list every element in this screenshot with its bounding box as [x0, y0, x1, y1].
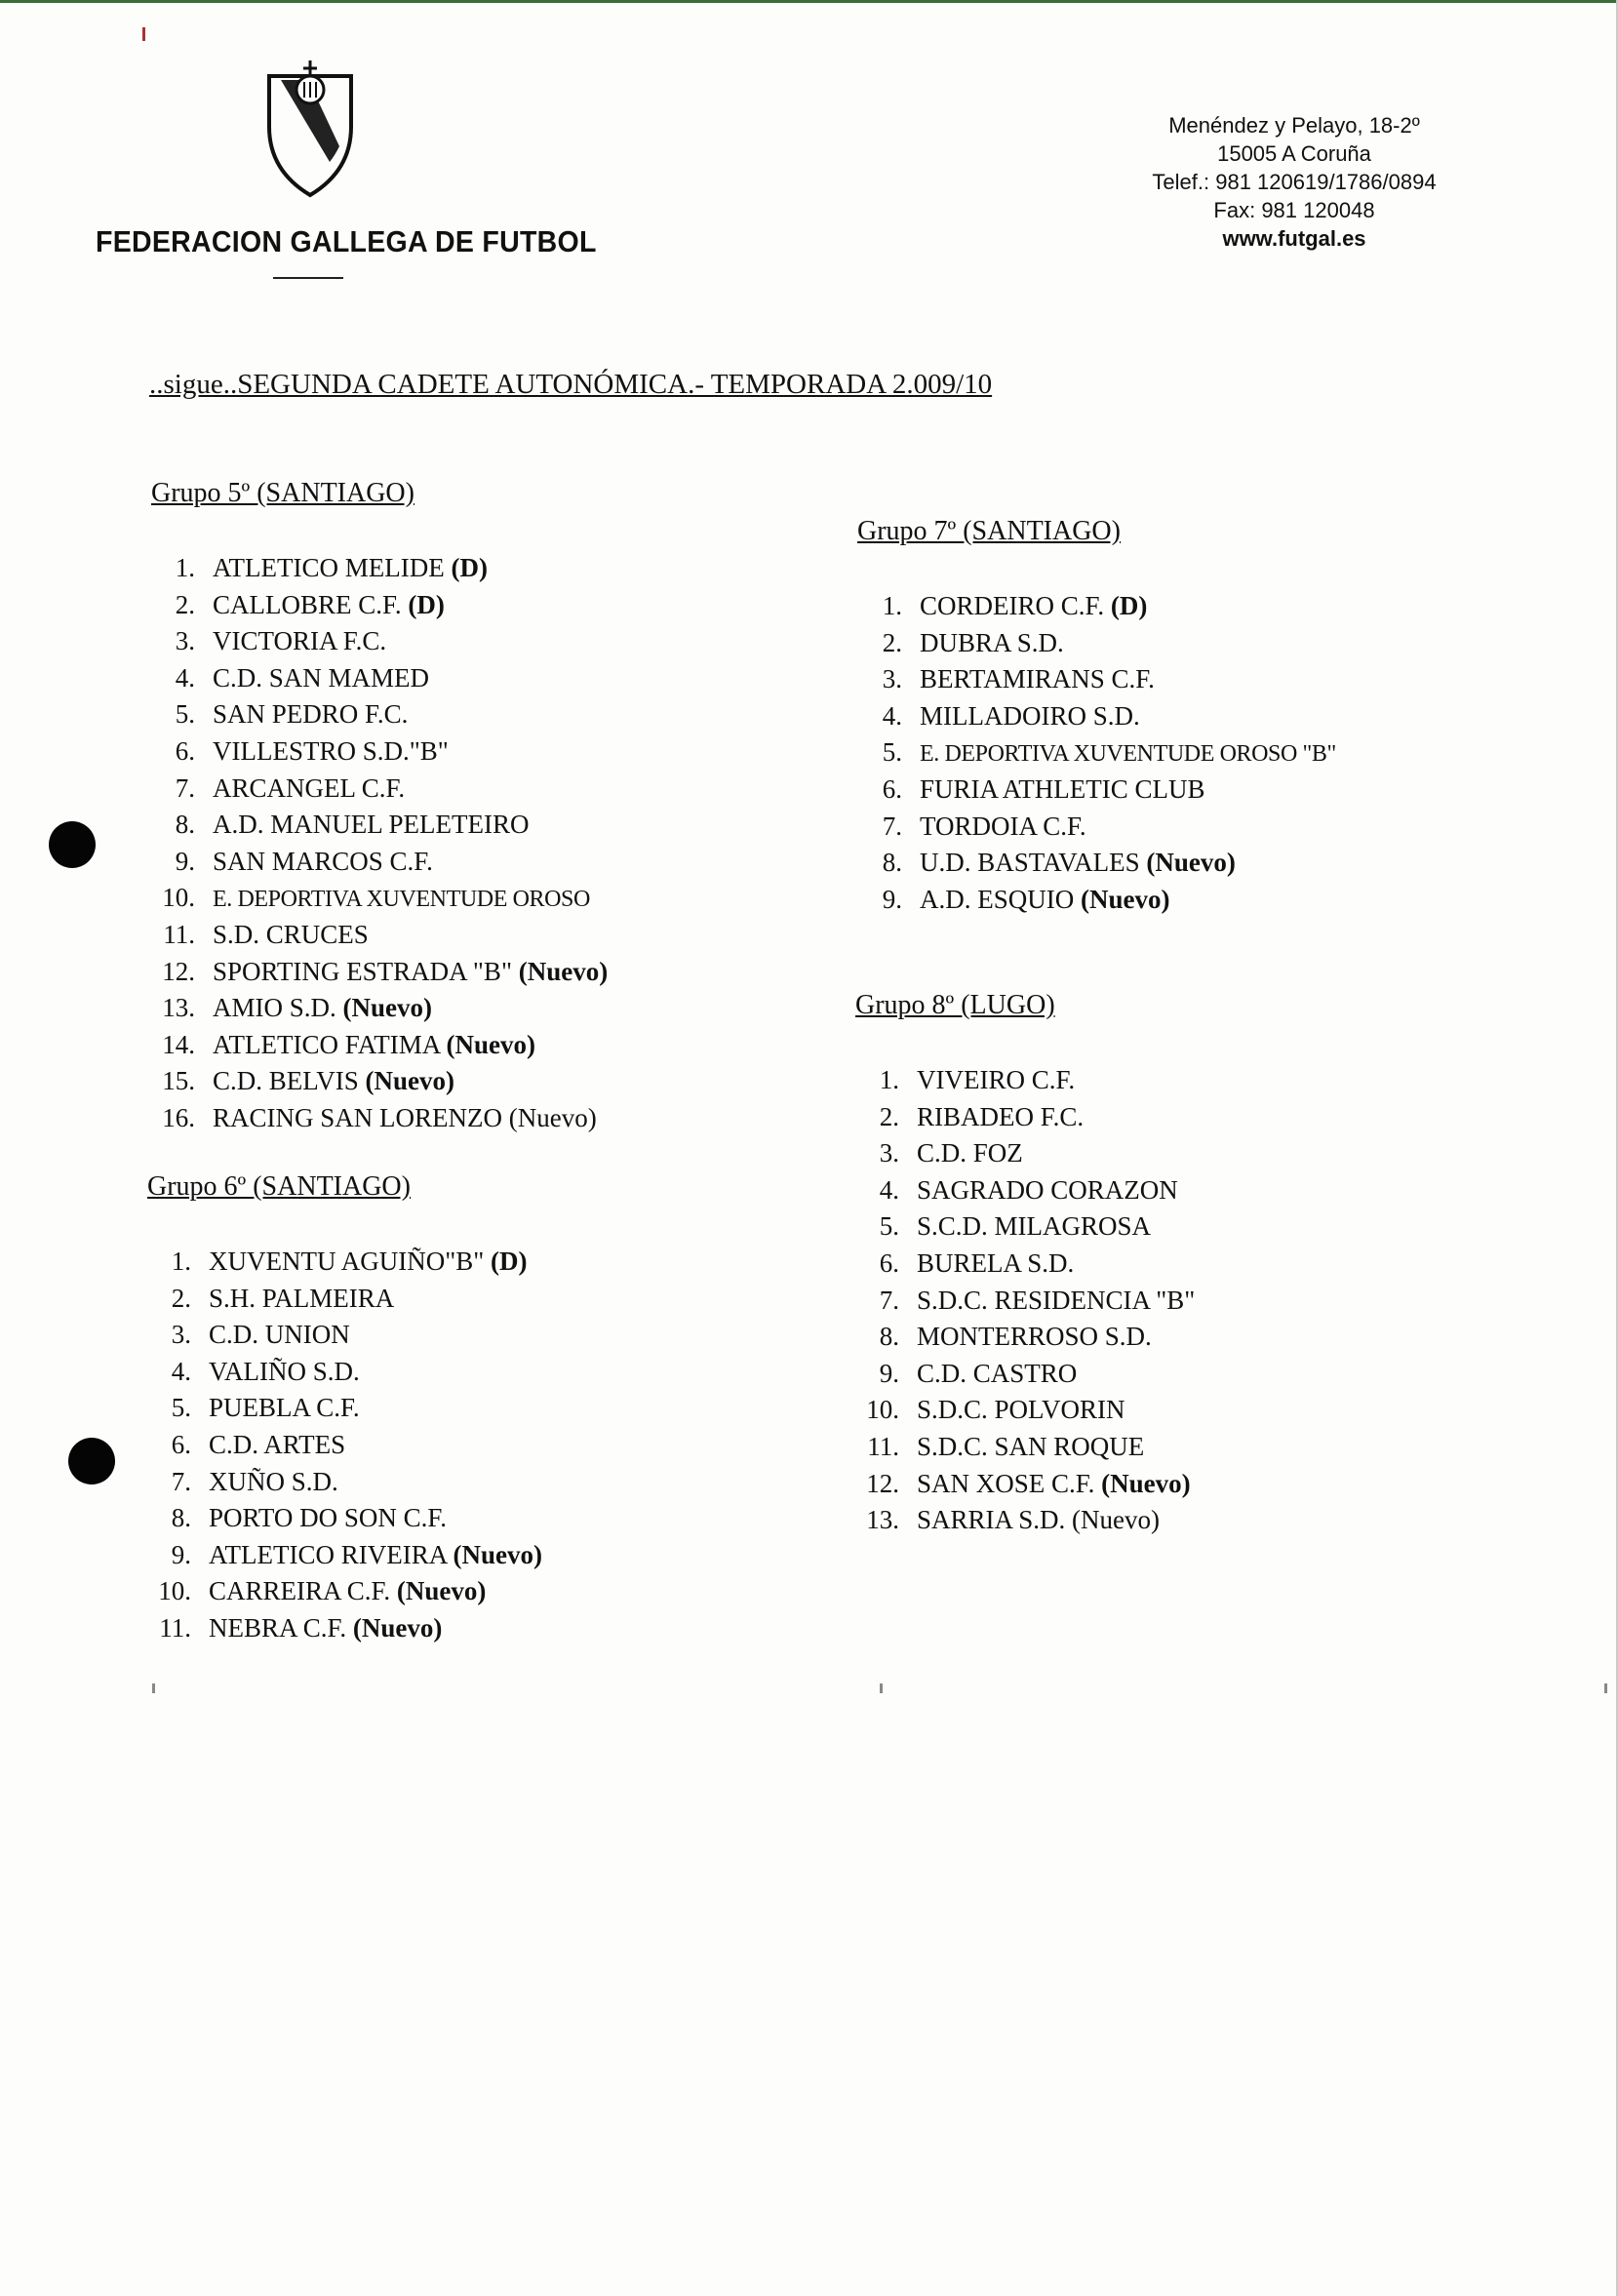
team-number: 3.	[879, 1138, 899, 1168]
team-name: CORDEIRO C.F.	[920, 591, 1111, 620]
team-number: 7.	[175, 772, 195, 803]
team-number: 9.	[882, 884, 902, 914]
group-7-title: Grupo 7º (SANTIAGO)	[857, 516, 1121, 546]
document-title: ..sigue..SEGUNDA CADETE AUTONÓMICA.- TEMPORADA 2.009/10	[149, 369, 993, 400]
team-name: SAGRADO CORAZON	[917, 1174, 1178, 1205]
team-list-item	[140, 1281, 542, 1318]
team-name: RACING SAN LORENZO (Nuevo)	[213, 1102, 597, 1132]
team-list-item	[144, 696, 608, 733]
scan-speck	[142, 27, 145, 41]
team-name: C.D. ARTES	[209, 1429, 346, 1459]
team-list-item	[144, 990, 608, 1027]
scan-speck	[152, 1683, 155, 1693]
team-list-item	[851, 734, 1336, 772]
team-number: 2.	[171, 1283, 191, 1313]
team-list-item	[851, 845, 1336, 882]
team-number: 3.	[175, 626, 195, 656]
team-name: ATLETICO RIVEIRA	[209, 1539, 454, 1569]
team-name: SARRIA S.D. (Nuevo)	[917, 1505, 1161, 1535]
team-status-tag: (Nuevo)	[1146, 848, 1236, 878]
team-name: ATLETICO FATIMA	[213, 1029, 447, 1059]
team-number: 1.	[879, 1065, 899, 1094]
team-name: NEBRA C.F.	[209, 1612, 353, 1643]
team-list-item	[144, 917, 608, 954]
team-number: 3.	[882, 664, 902, 694]
team-name: FURIA ATHLETIC CLUB	[920, 773, 1205, 804]
team-number: 2.	[882, 627, 902, 657]
team-number: 10.	[162, 883, 195, 913]
team-list-item	[140, 1427, 542, 1464]
team-list-item	[848, 1356, 1195, 1393]
team-list-item	[851, 882, 1336, 919]
team-list-item	[848, 1283, 1195, 1320]
team-list-item	[848, 1135, 1195, 1172]
team-number: 12.	[866, 1468, 899, 1498]
address-line-fax: Fax: 981 120048	[1213, 198, 1375, 222]
team-list-item	[848, 1099, 1195, 1136]
team-list-item	[140, 1464, 542, 1501]
team-number: 8.	[175, 810, 195, 840]
team-list-item	[140, 1244, 542, 1281]
team-number: 6.	[882, 773, 902, 804]
team-list-item	[144, 954, 608, 991]
team-list-item	[848, 1429, 1195, 1466]
team-status-tag: (Nuevo)	[446, 1029, 535, 1059]
team-name: SPORTING ESTRADA "B"	[213, 956, 519, 986]
team-list-item	[144, 550, 608, 587]
team-number: 5.	[175, 699, 195, 730]
team-name: ARCANGEL C.F.	[213, 772, 406, 803]
team-name: ATLETICO MELIDE	[213, 553, 452, 582]
team-list-item	[144, 1063, 608, 1100]
team-list-item	[851, 772, 1336, 809]
team-number: 6.	[171, 1429, 191, 1459]
team-number: 8.	[171, 1503, 191, 1533]
team-list-item	[140, 1354, 542, 1391]
team-number: 8.	[882, 848, 902, 878]
federation-crest-icon	[261, 59, 359, 205]
team-number: 10.	[866, 1395, 899, 1425]
team-list-item	[848, 1502, 1195, 1539]
team-name: CARREIRA C.F.	[209, 1576, 397, 1606]
team-status-tag: (Nuevo)	[1101, 1468, 1191, 1498]
team-name: VIVEIRO C.F.	[917, 1065, 1076, 1094]
team-name: VICTORIA F.C.	[213, 626, 387, 656]
team-name: MONTERROSO S.D.	[917, 1322, 1152, 1352]
team-status-tag: (D)	[408, 589, 445, 619]
team-name: PORTO DO SON C.F.	[209, 1503, 448, 1533]
team-name: MILLADOIRO S.D.	[920, 700, 1140, 731]
team-name: S.D.C. SAN ROQUE	[917, 1431, 1145, 1461]
team-number: 1.	[882, 591, 902, 620]
team-status-tag: (D)	[451, 553, 488, 582]
team-list-item	[848, 1392, 1195, 1429]
team-status-tag: (Nuevo)	[352, 1612, 443, 1643]
team-number: 9.	[879, 1358, 899, 1388]
team-list-item	[851, 661, 1336, 698]
team-number: 9.	[171, 1539, 191, 1569]
team-name: BURELA S.D.	[917, 1247, 1075, 1278]
team-number: 14.	[162, 1029, 195, 1059]
top-edge-line	[0, 0, 1618, 3]
team-name: TORDOIA C.F.	[920, 811, 1086, 841]
team-name: C.D. UNION	[209, 1320, 350, 1350]
team-list-item	[140, 1537, 542, 1574]
team-list-item	[144, 1027, 608, 1064]
group-6-team-list	[140, 1244, 542, 1647]
team-number: 5.	[171, 1393, 191, 1423]
team-number: 8.	[879, 1322, 899, 1352]
team-name: BERTAMIRANS C.F.	[920, 664, 1155, 694]
team-number: 7.	[882, 811, 902, 841]
team-list-item	[140, 1610, 542, 1647]
address-block	[1089, 111, 1499, 253]
group-8-title: Grupo 8º (LUGO)	[855, 990, 1055, 1020]
team-name: E. DEPORTIVA XUVENTUDE OROSO "B"	[920, 741, 1336, 768]
team-list-item	[140, 1390, 542, 1427]
team-list-item	[144, 587, 608, 624]
team-name: PUEBLA C.F.	[209, 1393, 360, 1423]
team-number: 12.	[162, 956, 195, 986]
team-list-item	[851, 625, 1336, 662]
team-name: E. DEPORTIVA XUVENTUDE OROSO	[213, 887, 590, 913]
team-list-item	[851, 698, 1336, 735]
team-list-item	[851, 809, 1336, 846]
group-8-team-list	[848, 1062, 1195, 1539]
team-name: C.D. BELVIS	[213, 1066, 366, 1096]
team-number: 16.	[162, 1102, 195, 1132]
team-number: 13.	[866, 1505, 899, 1535]
team-list-item	[140, 1573, 542, 1610]
address-line-phone: Telef.: 981 120619/1786/0894	[1152, 170, 1437, 194]
team-status-tag: (Nuevo)	[365, 1066, 455, 1096]
team-list-item	[140, 1500, 542, 1537]
team-number: 10.	[158, 1576, 191, 1606]
team-list-item	[144, 880, 608, 917]
team-name: C.D. FOZ	[917, 1138, 1023, 1168]
group-5-title: Grupo 5º (SANTIAGO)	[151, 478, 414, 508]
team-list-item	[140, 1317, 542, 1354]
group-6-title: Grupo 6º (SANTIAGO)	[147, 1171, 411, 1202]
team-number: 11.	[867, 1431, 899, 1461]
team-number: 11.	[159, 1612, 191, 1643]
team-list-item	[144, 807, 608, 844]
team-list-item	[144, 844, 608, 881]
team-status-tag: (Nuevo)	[342, 993, 432, 1023]
team-number: 4.	[171, 1356, 191, 1386]
team-status-tag: (Nuevo)	[396, 1576, 487, 1606]
team-number: 7.	[879, 1285, 899, 1315]
team-list-item	[144, 1100, 608, 1137]
team-name: AMIO S.D.	[213, 993, 343, 1023]
team-number: 15.	[162, 1066, 195, 1096]
team-name: XUVENTU AGUIÑO"B"	[209, 1247, 492, 1276]
team-status-tag: (D)	[491, 1247, 528, 1276]
address-line-city: 15005 A Coruña	[1217, 141, 1371, 166]
federation-name: FEDERACION GALLEGA DE FUTBOL	[96, 224, 597, 258]
team-list-item	[848, 1319, 1195, 1356]
team-number: 4.	[882, 700, 902, 731]
team-number: 4.	[879, 1174, 899, 1205]
team-number: 11.	[163, 919, 195, 949]
team-name: S.D.C. RESIDENCIA "B"	[917, 1285, 1196, 1315]
team-number: 3.	[171, 1320, 191, 1350]
team-status-tag: (Nuevo)	[518, 956, 609, 986]
group-5-team-list	[144, 550, 608, 1137]
team-number: 6.	[175, 735, 195, 766]
team-name: SAN MARCOS C.F.	[213, 846, 433, 876]
team-list-item	[144, 771, 608, 808]
team-name: VILLESTRO S.D."B"	[213, 735, 449, 766]
team-number: 7.	[171, 1466, 191, 1496]
team-name: C.D. SAN MAMED	[213, 662, 430, 693]
team-number: 1.	[171, 1247, 191, 1276]
team-name: DUBRA S.D.	[920, 627, 1064, 657]
team-name: VALIÑO S.D.	[209, 1356, 360, 1386]
team-list-item	[848, 1246, 1195, 1283]
team-number: 6.	[879, 1247, 899, 1278]
website-link[interactable]: www.futgal.es	[1222, 226, 1366, 251]
team-status-tag: (D)	[1110, 591, 1148, 620]
team-status-tag: (Nuevo)	[1081, 884, 1170, 914]
team-name: S.H. PALMEIRA	[209, 1283, 395, 1313]
team-name: S.D.C. POLVORIN	[917, 1395, 1125, 1425]
team-name: SAN XOSE C.F.	[917, 1468, 1102, 1498]
team-list-item	[144, 733, 608, 771]
team-list-item	[848, 1466, 1195, 1503]
team-number: 13.	[162, 993, 195, 1023]
team-status-tag: (Nuevo)	[453, 1539, 542, 1569]
team-number: 2.	[879, 1101, 899, 1131]
team-number: 5.	[879, 1211, 899, 1242]
team-number: 1.	[175, 553, 195, 582]
team-name: S.C.D. MILAGROSA	[917, 1211, 1152, 1242]
team-name: S.D. CRUCES	[213, 919, 369, 949]
team-name: A.D. MANUEL PELETEIRO	[213, 810, 530, 840]
punch-hole-upper	[49, 821, 96, 868]
punch-hole-lower	[68, 1438, 115, 1484]
scan-speck	[1604, 1683, 1607, 1693]
team-list-item	[144, 623, 608, 660]
team-number: 4.	[175, 662, 195, 693]
team-list-item	[848, 1062, 1195, 1099]
team-name: C.D. CASTRO	[917, 1358, 1078, 1388]
group-7-team-list	[851, 588, 1336, 918]
team-list-item	[848, 1172, 1195, 1209]
address-line-street: Menéndez y Pelayo, 18-2º	[1168, 113, 1420, 138]
team-list-item	[848, 1208, 1195, 1246]
scan-speck	[880, 1683, 883, 1693]
team-number: 2.	[175, 589, 195, 619]
team-name: SAN PEDRO F.C.	[213, 699, 409, 730]
team-name: RIBADEO F.C.	[917, 1101, 1085, 1131]
team-name: CALLOBRE C.F.	[213, 589, 409, 619]
team-list-item	[144, 660, 608, 697]
team-list-item	[851, 588, 1336, 625]
federation-name-underline	[273, 277, 343, 279]
team-name: XUÑO S.D.	[209, 1466, 338, 1496]
team-name: A.D. ESQUIO	[920, 884, 1081, 914]
team-number: 5.	[882, 737, 902, 768]
team-number: 9.	[175, 846, 195, 876]
team-name: U.D. BASTAVALES	[920, 848, 1147, 878]
